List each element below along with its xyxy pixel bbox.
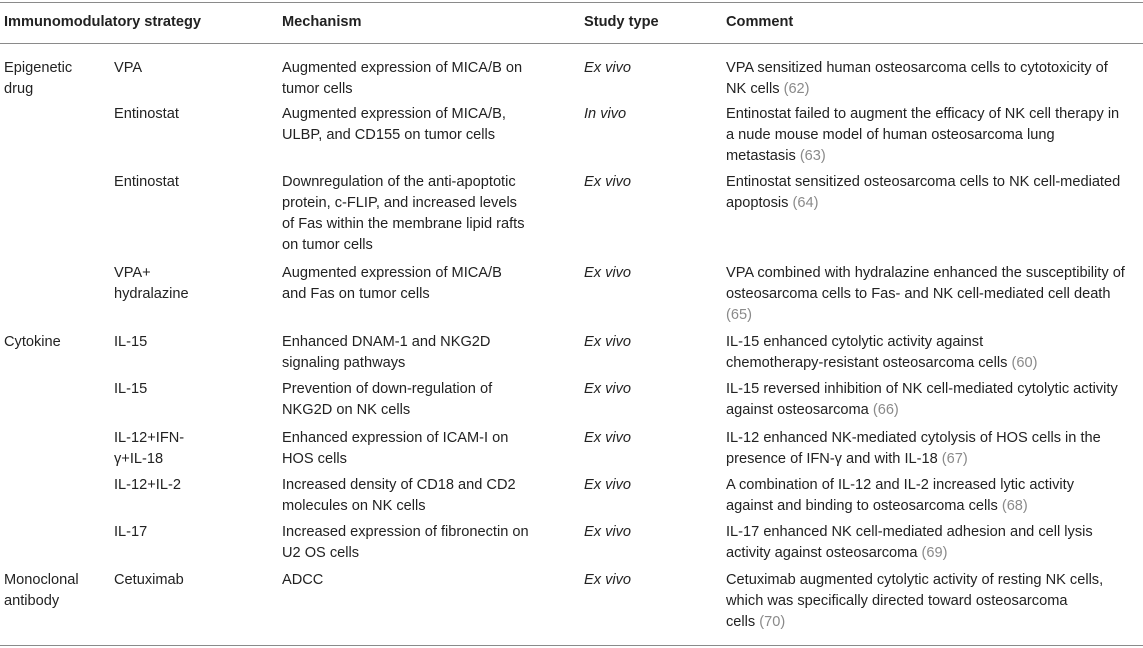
comment-text: Entinostat failed to augment the efficacy of NK cell therapy in a nude mouse model of human osteosarcoma lung metastasis: [726, 106, 1120, 164]
cell-agent: Cetuximab: [114, 572, 184, 588]
reference-link[interactable]: (70): [759, 614, 786, 630]
cell-study-type: Ex vivo: [584, 60, 632, 76]
bottom-rule: [0, 645, 1143, 646]
reference-link[interactable]: (68): [1001, 498, 1028, 514]
comment-text: IL-15 enhanced cytolytic activity against chemotherapy-resistant osteosarcoma cells: [726, 334, 1008, 371]
header-strategy: Immunomodulatory strategy: [4, 14, 202, 30]
reference-link[interactable]: (64): [792, 195, 819, 211]
cell-study-type: Ex vivo: [584, 381, 632, 397]
cell-comment: [726, 379, 1140, 421]
cell-study-type: Ex vivo: [584, 265, 632, 281]
cell-agent: IL-15: [114, 381, 148, 397]
cell-mechanism: Augmented expression of MICA/B and Fas on tumor cells: [282, 265, 502, 302]
group-label: Monoclonal antibody: [4, 572, 79, 609]
reference-link[interactable]: (63): [799, 148, 826, 164]
cell-mechanism: Augmented expression of MICA/B on tumor cells: [282, 60, 523, 97]
cell-agent: Entinostat: [114, 106, 179, 122]
cell-agent: VPA: [114, 60, 143, 76]
cell-mechanism: Enhanced expression of ICAM-I on HOS cells: [282, 430, 509, 467]
cell-study-type: Ex vivo: [584, 174, 632, 190]
cell-study-type: Ex vivo: [584, 572, 632, 588]
comment-text: VPA sensitized human osteosarcoma cells to cytotoxicity of NK cells: [726, 60, 1108, 97]
cell-study-type: Ex vivo: [584, 334, 632, 350]
comment-text: IL-17 enhanced NK cell-mediated adhesion and cell lysis activity against osteosarcoma: [726, 524, 1093, 561]
cell-agent: VPA+ hydralazine: [114, 265, 189, 302]
comment-text: Cetuximab augmented cytolytic activity of resting NK cells, which was specifically directed toward osteosarcoma cells: [726, 572, 1104, 630]
cell-agent: IL-12+IFN- γ+IL-18: [114, 430, 185, 467]
cell-comment: [726, 104, 1140, 167]
reference-link[interactable]: (65): [726, 307, 752, 323]
cell-mechanism: Downregulation of the anti-apoptotic protein, c-FLIP, and increased levels of Fas within the membrane lipid rafts on tumor cells: [282, 174, 525, 253]
cell-agent: IL-15: [114, 334, 148, 350]
cell-comment: [726, 172, 1140, 214]
comment-text: IL-12 enhanced NK-mediated cytolysis of HOS cells in the presence of IFN-γ and with IL-18: [726, 430, 1101, 467]
cell-comment: [726, 332, 1140, 374]
cell-mechanism: Enhanced DNAM-1 and NKG2D signaling pathways: [282, 334, 491, 371]
comment-text: IL-15 reversed inhibition of NK cell-mediated cytolytic activity against osteosarcoma: [726, 381, 1118, 418]
reference-link[interactable]: (62): [783, 81, 810, 97]
cell-study-type: Ex vivo: [584, 524, 632, 540]
cell-comment: [726, 475, 1140, 517]
cell-mechanism: Augmented expression of MICA/B, ULBP, and CD155 on tumor cells: [282, 106, 506, 143]
reference-link[interactable]: (67): [941, 451, 968, 467]
header-rule: [0, 43, 1143, 44]
cell-mechanism: ADCC: [282, 572, 324, 588]
cell-agent: IL-12+IL-2: [114, 477, 181, 493]
comment-text: Entinostat sensitized osteosarcoma cells to NK cell-mediated apoptosis: [726, 174, 1121, 211]
reference-link[interactable]: (60): [1011, 355, 1038, 371]
cell-comment: [726, 570, 1140, 633]
header-comment: Comment: [726, 14, 794, 30]
cell-comment: [726, 58, 1140, 100]
cell-study-type: Ex vivo: [584, 477, 632, 493]
cell-mechanism: Increased density of CD18 and CD2 molecules on NK cells: [282, 477, 516, 514]
cell-mechanism: Prevention of down-regulation of NKG2D on NK cells: [282, 381, 493, 418]
group-label: Epigenetic drug: [4, 60, 73, 97]
top-rule: [0, 2, 1143, 3]
cell-comment: [726, 428, 1140, 470]
header-mechanism: Mechanism: [282, 14, 362, 30]
cell-agent: Entinostat: [114, 174, 179, 190]
cell-agent: IL-17: [114, 524, 148, 540]
cell-study-type: In vivo: [584, 106, 627, 122]
cell-comment: [726, 522, 1140, 564]
cell-comment: [726, 263, 1140, 326]
reference-link[interactable]: (66): [872, 402, 899, 418]
cell-mechanism: Increased expression of fibronectin on U2 OS cells: [282, 524, 529, 561]
group-label: Cytokine: [4, 334, 61, 350]
comment-text: A combination of IL-12 and IL-2 increased lytic activity against and binding to osteosarcoma cells: [726, 477, 1074, 514]
comment-text: VPA combined with hydralazine enhanced the susceptibility of osteosarcoma cells to Fas- and NK cell-mediated cell death: [726, 265, 1125, 302]
reference-link[interactable]: (69): [921, 545, 948, 561]
header-study-type: Study type: [584, 14, 659, 30]
cell-study-type: Ex vivo: [584, 430, 632, 446]
